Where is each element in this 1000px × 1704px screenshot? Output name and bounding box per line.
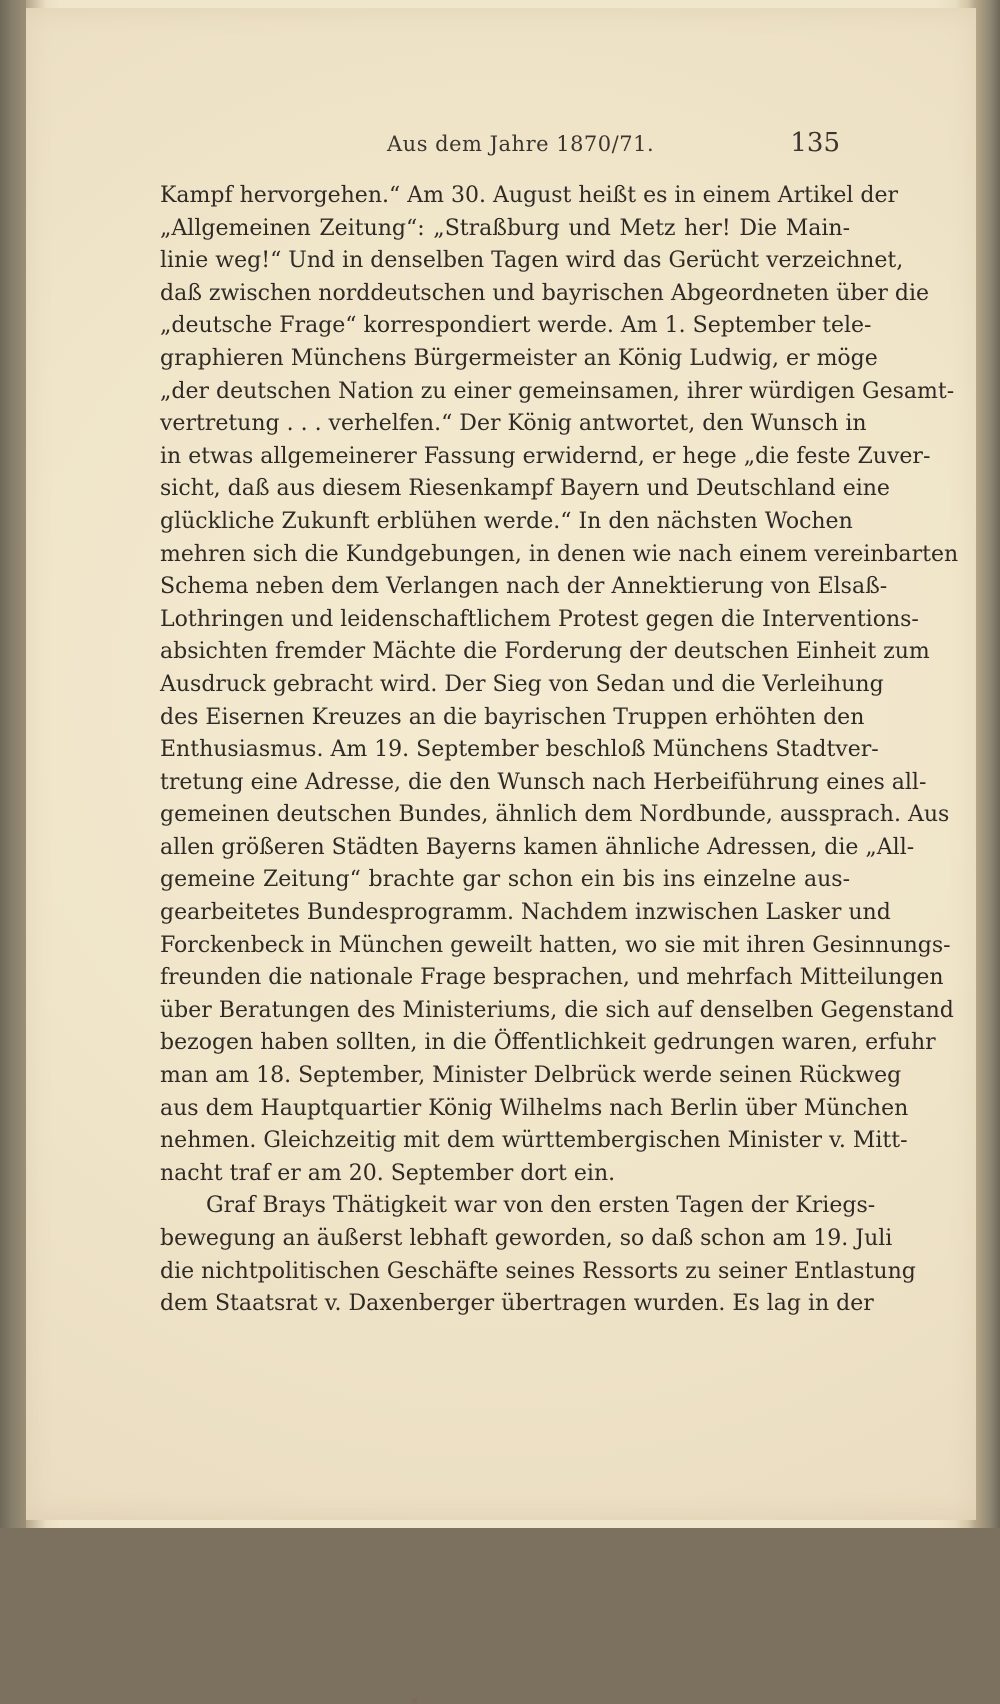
text-line: gearbeitetes Bundesprogramm. Nachdem inzwischen Lasker und [160, 900, 891, 926]
text-line: vertretung . . . verhelfen.“ Der König antwortet, den Wunsch in [160, 411, 867, 437]
page-edge [976, 0, 1000, 1528]
text-line: Ausdruck gebracht wird. Der Sieg von Sedan und die Verleihung [160, 671, 884, 697]
text-line: sicht, daß aus diesem Riesenkampf Bayern und Deutschland eine [160, 476, 890, 502]
text-line: Lothringen und leidenschaftlichem Protest gegen die Interventions- [160, 606, 919, 632]
text-line: aus dem Hauptquartier König Wilhelms nach Berlin über München [160, 1095, 909, 1121]
text-line: Forckenbeck in München geweilt hatten, wo sie mit ihren Gesinnungs- [160, 932, 951, 958]
paper-spot [412, 1698, 418, 1704]
text-line: nacht traf er am 20. September dort ein. [160, 1160, 616, 1186]
page-number: 135 [790, 128, 840, 158]
page-header [160, 128, 850, 160]
text-line: freunden die nationale Frage besprachen, und mehrfach Mitteilungen [160, 965, 944, 991]
text-line: absichten fremder Mächte die Forderung der deutschen Einheit zum [160, 639, 930, 665]
text-line: gemeine Zeitung“ brachte gar schon ein bis ins einzelne aus- [160, 867, 850, 893]
text-line: dem Staatsrat v. Daxenberger übertragen wurden. Es lag in der [160, 1291, 874, 1317]
paragraph-start-line: Graf Brays Thätigkeit war von den ersten Tagen der Kriegs- [206, 1193, 876, 1219]
text-line: „der deutschen Nation zu einer gemeinsamen, ihrer würdigen Gesamt- [160, 378, 955, 404]
text-line: daß zwischen norddeutschen und bayrischen Abgeordneten über die [160, 280, 930, 306]
text-line: „deutsche Frage“ korrespondiert werde. Am 1. September tele- [160, 313, 872, 339]
text-line: graphieren Münchens Bürgermeister an König Ludwig, er möge [160, 345, 878, 371]
text-line: „Allgemeinen Zeitung“: „Straßburg und Metz her! Die Main- [160, 215, 850, 241]
text-line: tretung eine Adresse, die den Wunsch nach Herbeiführung eines all- [160, 769, 927, 795]
running-head: Aus dem Jahre 1870/71. [387, 132, 655, 156]
text-line: bezogen haben sollten, in die Öffentlichkeit gedrungen waren, erfuhr [160, 1030, 936, 1056]
text-line: linie weg!“ Und in denselben Tagen wird das Gerücht verzeichnet, [160, 248, 904, 274]
text-line: nehmen. Gleichzeitig mit dem württembergischen Minister v. Mitt- [160, 1128, 908, 1154]
binding-edge [0, 0, 26, 1528]
text-line: Kampf hervorgehen.“ Am 30. August heißt es in einem Artikel der [160, 183, 899, 208]
text-line: allen größeren Städten Bayerns kamen ähnliche Adressen, die „All- [160, 834, 915, 860]
text-line: gemeinen deutschen Bundes, ähnlich dem Nordbunde, aussprach. Aus [160, 802, 950, 828]
text-line: in etwas allgemeinerer Fassung erwidernd, er hege „die feste Zuver- [160, 443, 931, 469]
text-line: man am 18. September, Minister Delbrück werde seinen Rückweg [160, 1063, 902, 1089]
text-line: glückliche Zukunft erblühen werde.“ In den nächsten Wochen [160, 508, 853, 534]
text-line: des Eisernen Kreuzes an die bayrischen Truppen erhöhten den [160, 704, 865, 730]
body-text [160, 180, 959, 1317]
text-line: bewegung an äußerst lebhaft geworden, so daß schon am 19. Juli [160, 1226, 893, 1251]
text-line: die nichtpolitischen Geschäfte seines Ressorts zu seiner Entlastung [160, 1258, 916, 1284]
text-line: Schema neben dem Verlangen nach der Annektierung von Elsaß- [160, 574, 888, 600]
text-line: mehren sich die Kundgebungen, in denen wie nach einem vereinbarten [160, 541, 959, 567]
text-line: Enthusiasmus. Am 19. September beschloß Münchens Stadtver- [160, 737, 879, 763]
text-line: über Beratungen des Ministeriums, die sich auf denselben Gegenstand [160, 997, 954, 1023]
